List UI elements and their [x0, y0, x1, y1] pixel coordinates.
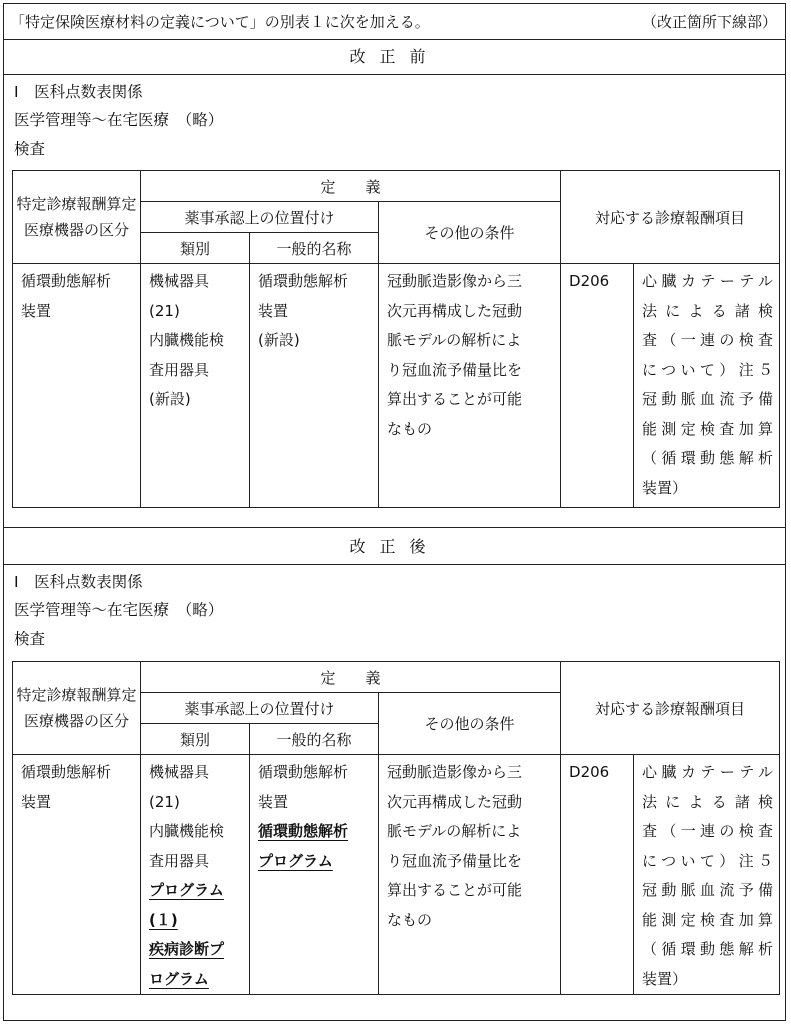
- before-generic-cell: 循環動態解析 装置 (新設): [250, 264, 379, 508]
- after-line2: 医学管理等～在宅医療 （略）: [14, 601, 224, 619]
- added-text: プログラム: [258, 851, 333, 870]
- before-conditions-cell: 冠動脈造影像から三 次元再構成した冠動 脈モデルの解析によ り冠血流予備量比を 算出することが可能 なもの: [379, 264, 561, 508]
- revision-note: （改正箇所下線部）: [641, 13, 777, 31]
- after-category-cell: 機械器具 (21) 内臓機能検 査用器具 プログラム (１) 疾病診断プ ログラム: [141, 755, 250, 995]
- after-table: [12, 661, 780, 995]
- after-fee-cell: 心臓カテーテル 法による諸検 査（一連の検査 について）注５ 冠動脈血流予備 能測定検査加算 （循環動態解析 装置）: [634, 755, 780, 995]
- before-category-cell: 機械器具 (21) 内臓機能検 査用器具 (新設): [141, 264, 250, 508]
- added-text: 循環動態解析: [258, 822, 349, 840]
- header-approval: 薬事承認上の位置付け: [141, 202, 379, 233]
- after-line1: Ⅰ 医科点数表関係: [14, 573, 143, 591]
- header-category: 類別: [141, 724, 250, 755]
- header-definition: 定 義: [141, 171, 561, 202]
- after-line3: 検査: [14, 630, 46, 648]
- before-line3: 検査: [14, 140, 46, 158]
- after-conditions-cell: 冠動脈造影像から三 次元再構成した冠動 脈モデルの解析によ り冠血流予備量比を 算出することが可能 なもの: [379, 755, 561, 995]
- after-device-cell: 循環動態解析 装置: [13, 755, 141, 995]
- header-definition: 定 義: [141, 662, 561, 693]
- before-device-cell: 循環動態解析 装置: [13, 264, 141, 508]
- header-device-class: 特定診療報酬算定 医療機器の区分: [13, 171, 141, 264]
- before-line2: 医学管理等～在宅医療 （略）: [14, 111, 224, 129]
- added-text: (１): [149, 910, 178, 929]
- added-text: プログラム: [149, 881, 224, 899]
- header-fee-item: 対応する診療報酬項目: [561, 662, 780, 755]
- before-code-cell: D206: [561, 264, 634, 508]
- section-divider: [3, 527, 786, 528]
- header-generic-name: 一般的名称: [250, 233, 379, 264]
- added-text: ログラム: [149, 969, 209, 988]
- before-line1: Ⅰ 医科点数表関係: [14, 83, 143, 101]
- header-other-conditions: その他の条件: [379, 693, 561, 755]
- before-fee-cell: 心臓カテーテル 法による諸検 査（一連の検査 について）注５ 冠動脈血流予備 能測定検査加算 （循環動態解析 装置）: [634, 264, 780, 508]
- added-text: 疾病診断プ: [149, 940, 225, 958]
- header-other-conditions: その他の条件: [379, 202, 561, 264]
- before-table: [12, 170, 780, 508]
- header-fee-item: 対応する診療報酬項目: [561, 171, 780, 264]
- section-heading-after: 改正後: [3, 530, 786, 565]
- header-approval: 薬事承認上の位置付け: [141, 693, 379, 724]
- intro-text: 「特定保険医療材料の定義について」の別表１に次を加える。: [10, 13, 430, 31]
- after-code-cell: D206: [561, 755, 634, 995]
- section-heading-before: 改正前: [3, 40, 786, 75]
- header-category: 類別: [141, 233, 250, 264]
- after-generic-cell: 循環動態解析 装置 循環動態解析 プログラム: [250, 755, 379, 995]
- header-generic-name: 一般的名称: [250, 724, 379, 755]
- header-device-class: 特定診療報酬算定 医療機器の区分: [13, 662, 141, 755]
